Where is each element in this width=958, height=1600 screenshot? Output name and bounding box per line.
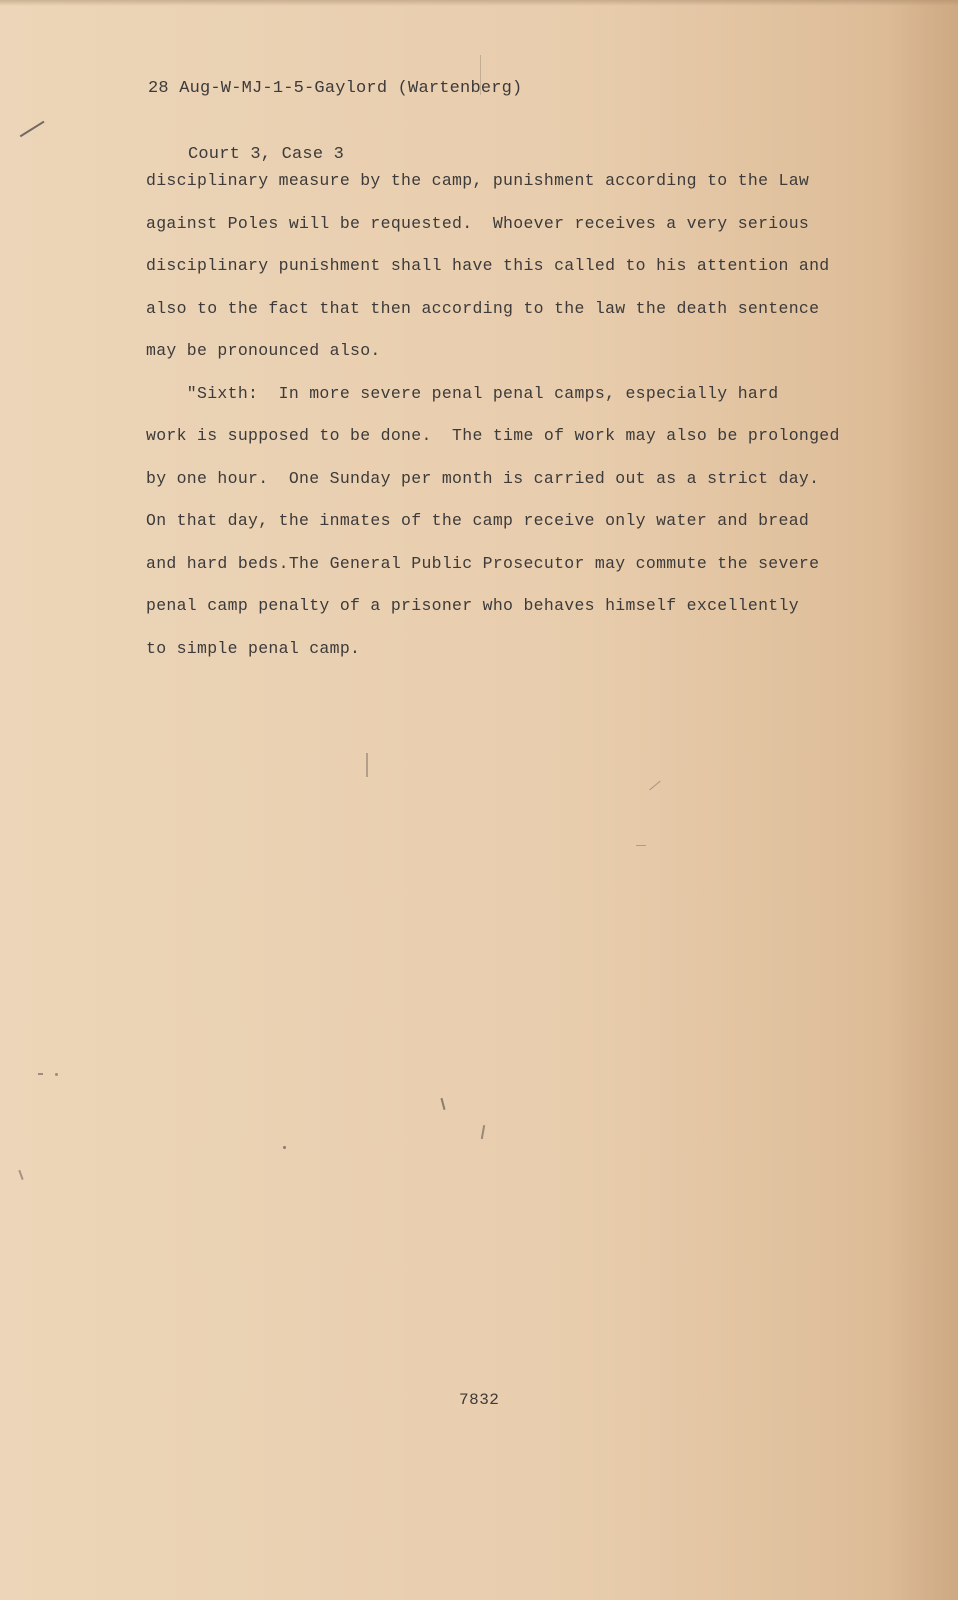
page-number: 7832 (459, 1391, 500, 1409)
stray-pencil-mark (283, 1146, 286, 1149)
paper-edge-shadow (888, 0, 958, 1600)
body-line: work is supposed to be done. The time of work may also be prolonged (146, 426, 840, 445)
stray-pencil-mark (481, 1125, 485, 1139)
body-line: to simple penal camp. (146, 638, 361, 658)
stray-pencil-mark (55, 1073, 58, 1076)
header-court-line: Court 3, Case 3 (188, 145, 345, 164)
stray-pencil-mark (480, 55, 481, 95)
stray-pencil-mark (20, 121, 45, 137)
stray-pencil-mark (649, 781, 660, 791)
stray-pencil-mark (636, 845, 646, 846)
stray-pencil-mark (366, 753, 368, 777)
document-body (146, 160, 856, 670)
body-line: penal camp penalty of a prisoner who behaves himself excellently (146, 596, 799, 615)
body-line: disciplinary punishment shall have this called to his attention and (146, 256, 830, 275)
body-line: "Sixth: In more severe penal penal camps, especially hard (146, 383, 779, 403)
body-line: may be pronounced also. (146, 341, 381, 360)
paper-top-edge (0, 0, 958, 6)
body-line: against Poles will be requested. Whoever receives a very serious (146, 213, 810, 233)
stray-pencil-mark (38, 1073, 43, 1075)
header-reference-line: 28 Aug-W-MJ-1-5-Gaylord (Wartenberg) (148, 79, 523, 98)
stray-pencil-mark (18, 1170, 23, 1180)
body-line: disciplinary measure by the camp, punishment according to the Law (146, 171, 810, 190)
body-line: and hard beds.The General Public Prosecutor may commute the severe (146, 553, 820, 573)
body-line: by one hour. One Sunday per month is carried out as a strict day. (146, 468, 820, 488)
body-line: On that day, the inmates of the camp receive only water and bread (146, 511, 810, 530)
stray-pencil-mark (440, 1098, 445, 1110)
body-line: also to the fact that then according to the law the death sentence (146, 298, 820, 318)
